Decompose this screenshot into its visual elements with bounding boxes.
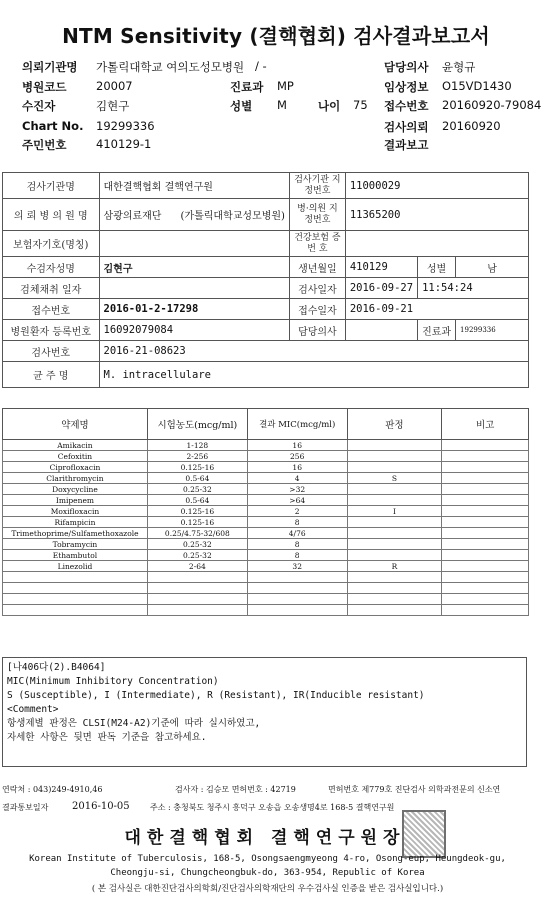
req-org-label: 의뢰기관명 (22, 60, 78, 74)
age-value: 75 (353, 98, 368, 112)
certification-note: ( 본 검사실은 대한진단검사의학회/진단검사의학재단의 우수검사실 인증을 받은 검사실입니다.) (91, 884, 444, 894)
mic-result (247, 572, 347, 583)
age-label: 나이 (318, 99, 341, 113)
mic-result: 256 (247, 451, 347, 462)
drug-name (3, 605, 148, 616)
drug-row (3, 594, 529, 605)
test-range: 2-256 (147, 451, 247, 462)
institute-name: 대한결핵협회 결핵연구원장 (124, 828, 406, 848)
info-table (2, 172, 529, 388)
doctor-label: 담당의사 (384, 60, 429, 74)
info-dept-value: 19299336 (456, 320, 529, 341)
comment-line: <Comment> (7, 704, 59, 715)
patient-value: 김현구 (99, 257, 289, 278)
report-label: 결과보고 (384, 138, 429, 152)
comment-line: S (Susceptible), I (Intermediate), R (Resistant), IR(Inducible resistant) (7, 690, 425, 701)
judgement (347, 550, 442, 561)
mic-result (247, 583, 347, 594)
address-short: 주소 : 충청북도 청주시 흥덕구 오송읍 오송생명4로 168-5 결핵연구원 (150, 803, 395, 812)
drug-name: Amikacin (3, 440, 148, 451)
test-time-value: 11:54:24 (418, 278, 529, 299)
test-range: 1-128 (147, 440, 247, 451)
collect-label: 검체채취 일자 (3, 278, 100, 299)
judgement (347, 451, 442, 462)
judgement (347, 517, 442, 528)
organism-value: M. intracellulare (99, 362, 529, 388)
mic-result: >32 (247, 484, 347, 495)
dob-label: 생년월일 (289, 257, 345, 278)
judgement (347, 539, 442, 550)
rrn-label: 주민번호 (22, 138, 67, 152)
mic-result: 8 (247, 517, 347, 528)
scanned-report (0, 165, 552, 908)
test-range: 0.5-64 (147, 473, 247, 484)
report-date-value: 2016-10-05 (72, 801, 130, 812)
drug-name (3, 594, 148, 605)
drug-row (3, 506, 529, 517)
drug-row (3, 517, 529, 528)
hosp-code-label: 병원코드 (22, 80, 67, 94)
doc-value (345, 320, 417, 341)
remark (442, 517, 529, 528)
req-hosp-value: 삼광의료재단 (103, 211, 162, 222)
remark (442, 550, 529, 561)
remark (442, 462, 529, 473)
mic-result: >64 (247, 495, 347, 506)
test-org-value: 대한결핵협회 결핵연구원 (99, 173, 289, 199)
comment-line: 자세한 사항은 뒷면 판독 기준을 참고하세요. (7, 732, 207, 743)
drug-row (3, 462, 529, 473)
chart-label: Chart No. (22, 119, 84, 133)
examiner: 검사자 : 김승모 면허번호 : 42719 (175, 785, 296, 794)
req-hosp-sub: (가톨릭대학교성모병원) (180, 211, 285, 222)
insured-label: 보험자기호(명칭) (3, 231, 100, 257)
mic-result: 2 (247, 506, 347, 517)
drug-name: Linezolid (3, 561, 148, 572)
comment-line: 항생제별 판정은 CLSI(M24-A2)기준에 따라 실시하였고, (7, 718, 261, 729)
remark (442, 583, 529, 594)
sex-value: M (277, 98, 287, 112)
remark-col-header: 비고 (442, 409, 529, 440)
remark (442, 594, 529, 605)
dept-label: 진료과 (230, 80, 264, 94)
designated-value: 11000029 (345, 173, 528, 199)
mic-result: 32 (247, 561, 347, 572)
drug-name: Ethambutol (3, 550, 148, 561)
judgement: S (347, 473, 442, 484)
drug-name: Doxycycline (3, 484, 148, 495)
hosp-reg-value: 16092079084 (99, 320, 289, 341)
test-range: 0.25-32 (147, 539, 247, 550)
receipt-date-value: 2016-09-21 (345, 299, 528, 320)
sex-label: 성별 (230, 99, 253, 113)
insured-value (99, 231, 289, 257)
mic-result: 8 (247, 550, 347, 561)
clinical-label: 임상정보 (384, 80, 429, 94)
drug-name: Tobramycin (3, 539, 148, 550)
chart-value: 19299336 (96, 119, 155, 133)
licensed: 면허번호 제779호 진단검사 의학과전문의 신소연 (328, 785, 501, 794)
mic-result: 4/76 (247, 528, 347, 539)
mic-result: 16 (247, 440, 347, 451)
drug-name: Cefoxitin (3, 451, 148, 462)
drug-name: Moxifloxacin (3, 506, 148, 517)
drug-col-header: 약제명 (3, 409, 148, 440)
mic-col-header: 결과 MIC(mcg/ml) (247, 409, 347, 440)
req-hosp-label: 의 뢰 병 의 원 명 (3, 199, 100, 231)
patient-label: 수검자성명 (3, 257, 100, 278)
conc-col-header: 시험농도(mcg/ml) (147, 409, 247, 440)
hosp-code-value: 20007 (96, 79, 133, 93)
judgement (347, 605, 442, 616)
address-en-line1: Korean Institute of Tuberculosis, 168-5, Osongsaengmyeong 4-ro, Osong-eup, Heungdeok-gu, (29, 854, 506, 864)
remark (442, 473, 529, 484)
sex-label-cell: 성별 (418, 257, 456, 278)
doctor-value: 윤형규 (442, 60, 476, 74)
test-range: 0.25-32 (147, 550, 247, 561)
collector-value: 김현구 (96, 99, 130, 113)
mic-result: 8 (247, 539, 347, 550)
mic-result: 4 (247, 473, 347, 484)
test-range: 0.25-32 (147, 484, 247, 495)
mic-result (247, 594, 347, 605)
test-org-label: 검사기관명 (3, 173, 100, 199)
test-range (147, 572, 247, 583)
collect-value (99, 278, 289, 299)
drug-row (3, 473, 529, 484)
judgement (347, 440, 442, 451)
req-hosp-cell (99, 199, 289, 231)
drug-name (3, 583, 148, 594)
remark (442, 528, 529, 539)
test-range: 0.125-16 (147, 506, 247, 517)
receipt-date-label: 접수일자 (289, 299, 345, 320)
judgement (347, 462, 442, 473)
remark (442, 484, 529, 495)
address-en-line2: Cheongju-si, Chungcheongbuk-do, 363-954, Republic of Korea (110, 868, 425, 878)
requested-label: 검사의뢰 (384, 120, 429, 134)
receipt-no-value: 2016-01-2-17298 (99, 299, 289, 320)
judgement (347, 594, 442, 605)
drug-row (3, 528, 529, 539)
drug-row (3, 572, 529, 583)
drug-name (3, 572, 148, 583)
req-org-suffix: / - (255, 59, 267, 73)
remark (442, 495, 529, 506)
drug-name: Clarithromycin (3, 473, 148, 484)
info-dept-label: 진료과 (418, 320, 456, 341)
judgement-col-header: 판정 (347, 409, 442, 440)
judgement (347, 572, 442, 583)
req-hosp-no-label: 병·의원 지정번호 (289, 199, 345, 231)
accession-label: 접수번호 (384, 99, 429, 113)
remark (442, 561, 529, 572)
test-no-value: 2016-21-08623 (99, 341, 529, 362)
sex-value-cell: 남 (456, 257, 529, 278)
judgement (347, 484, 442, 495)
test-range: 0.5-64 (147, 495, 247, 506)
drug-row (3, 605, 529, 616)
test-range: 2-64 (147, 561, 247, 572)
remark (442, 539, 529, 550)
requested-value: 20160920 (442, 119, 501, 133)
comment-line: MIC(Minimum Inhibitory Concentration) (7, 676, 219, 687)
drug-name: Ciprofloxacin (3, 462, 148, 473)
test-date-label: 검사일자 (289, 278, 345, 299)
test-range: 0.25/4.75-32/608 (147, 528, 247, 539)
collector-label: 수진자 (22, 99, 56, 113)
remark (442, 451, 529, 462)
drug-table (2, 408, 529, 616)
mic-result (247, 605, 347, 616)
drug-row (3, 484, 529, 495)
doc-label: 담당의사 (289, 320, 345, 341)
organism-label: 균 주 명 (3, 362, 100, 388)
drug-row (3, 451, 529, 462)
judgement (347, 528, 442, 539)
test-range (147, 605, 247, 616)
drug-row (3, 440, 529, 451)
designated-label: 검사기관 지정번호 (289, 173, 345, 199)
report-title: NTM Sensitivity (결핵협회) 검사결과보고서 (62, 24, 490, 48)
test-range: 0.125-16 (147, 517, 247, 528)
comment-line: [나406다(2).B4064] (7, 662, 106, 673)
remark (442, 605, 529, 616)
test-range (147, 583, 247, 594)
comment-box (2, 657, 527, 767)
health-value (345, 231, 528, 257)
dob-value: 410129 (345, 257, 417, 278)
drug-row (3, 495, 529, 506)
phone: 연락처 : 043)249-4910,46 (2, 785, 103, 794)
report-date-label: 결과통보일자 (2, 803, 49, 812)
judgement (347, 583, 442, 594)
remark (442, 572, 529, 583)
judgement: R (347, 561, 442, 572)
receipt-no-label: 접수번호 (3, 299, 100, 320)
drug-name: Trimethoprime/Sulfamethoxazole (3, 528, 148, 539)
drug-row (3, 583, 529, 594)
test-no-label: 검사번호 (3, 341, 100, 362)
judgement: I (347, 506, 442, 517)
mic-result: 16 (247, 462, 347, 473)
dept-value: MP (277, 79, 294, 93)
accession-value: 20160920-79084 (442, 98, 542, 112)
rrn-value: 410129-1 (96, 137, 152, 151)
drug-name: Rifampicin (3, 517, 148, 528)
drug-row (3, 550, 529, 561)
test-range: 0.125-16 (147, 462, 247, 473)
test-date-value: 2016-09-27 (345, 278, 417, 299)
remark (442, 440, 529, 451)
judgement (347, 495, 442, 506)
drug-row (3, 561, 529, 572)
drug-table-body (3, 440, 529, 616)
req-org-value: 가톨릭대학교 여의도성모병원 (96, 60, 245, 74)
hosp-reg-label: 병원환자 등록번호 (3, 320, 100, 341)
req-hosp-no-value: 11365200 (345, 199, 528, 231)
test-range (147, 594, 247, 605)
drug-name: Imipenem (3, 495, 148, 506)
drug-row (3, 539, 529, 550)
clinical-value: O15VD1430 (442, 79, 512, 93)
remark (442, 506, 529, 517)
health-label: 건강보험 증 번 호 (289, 231, 345, 257)
